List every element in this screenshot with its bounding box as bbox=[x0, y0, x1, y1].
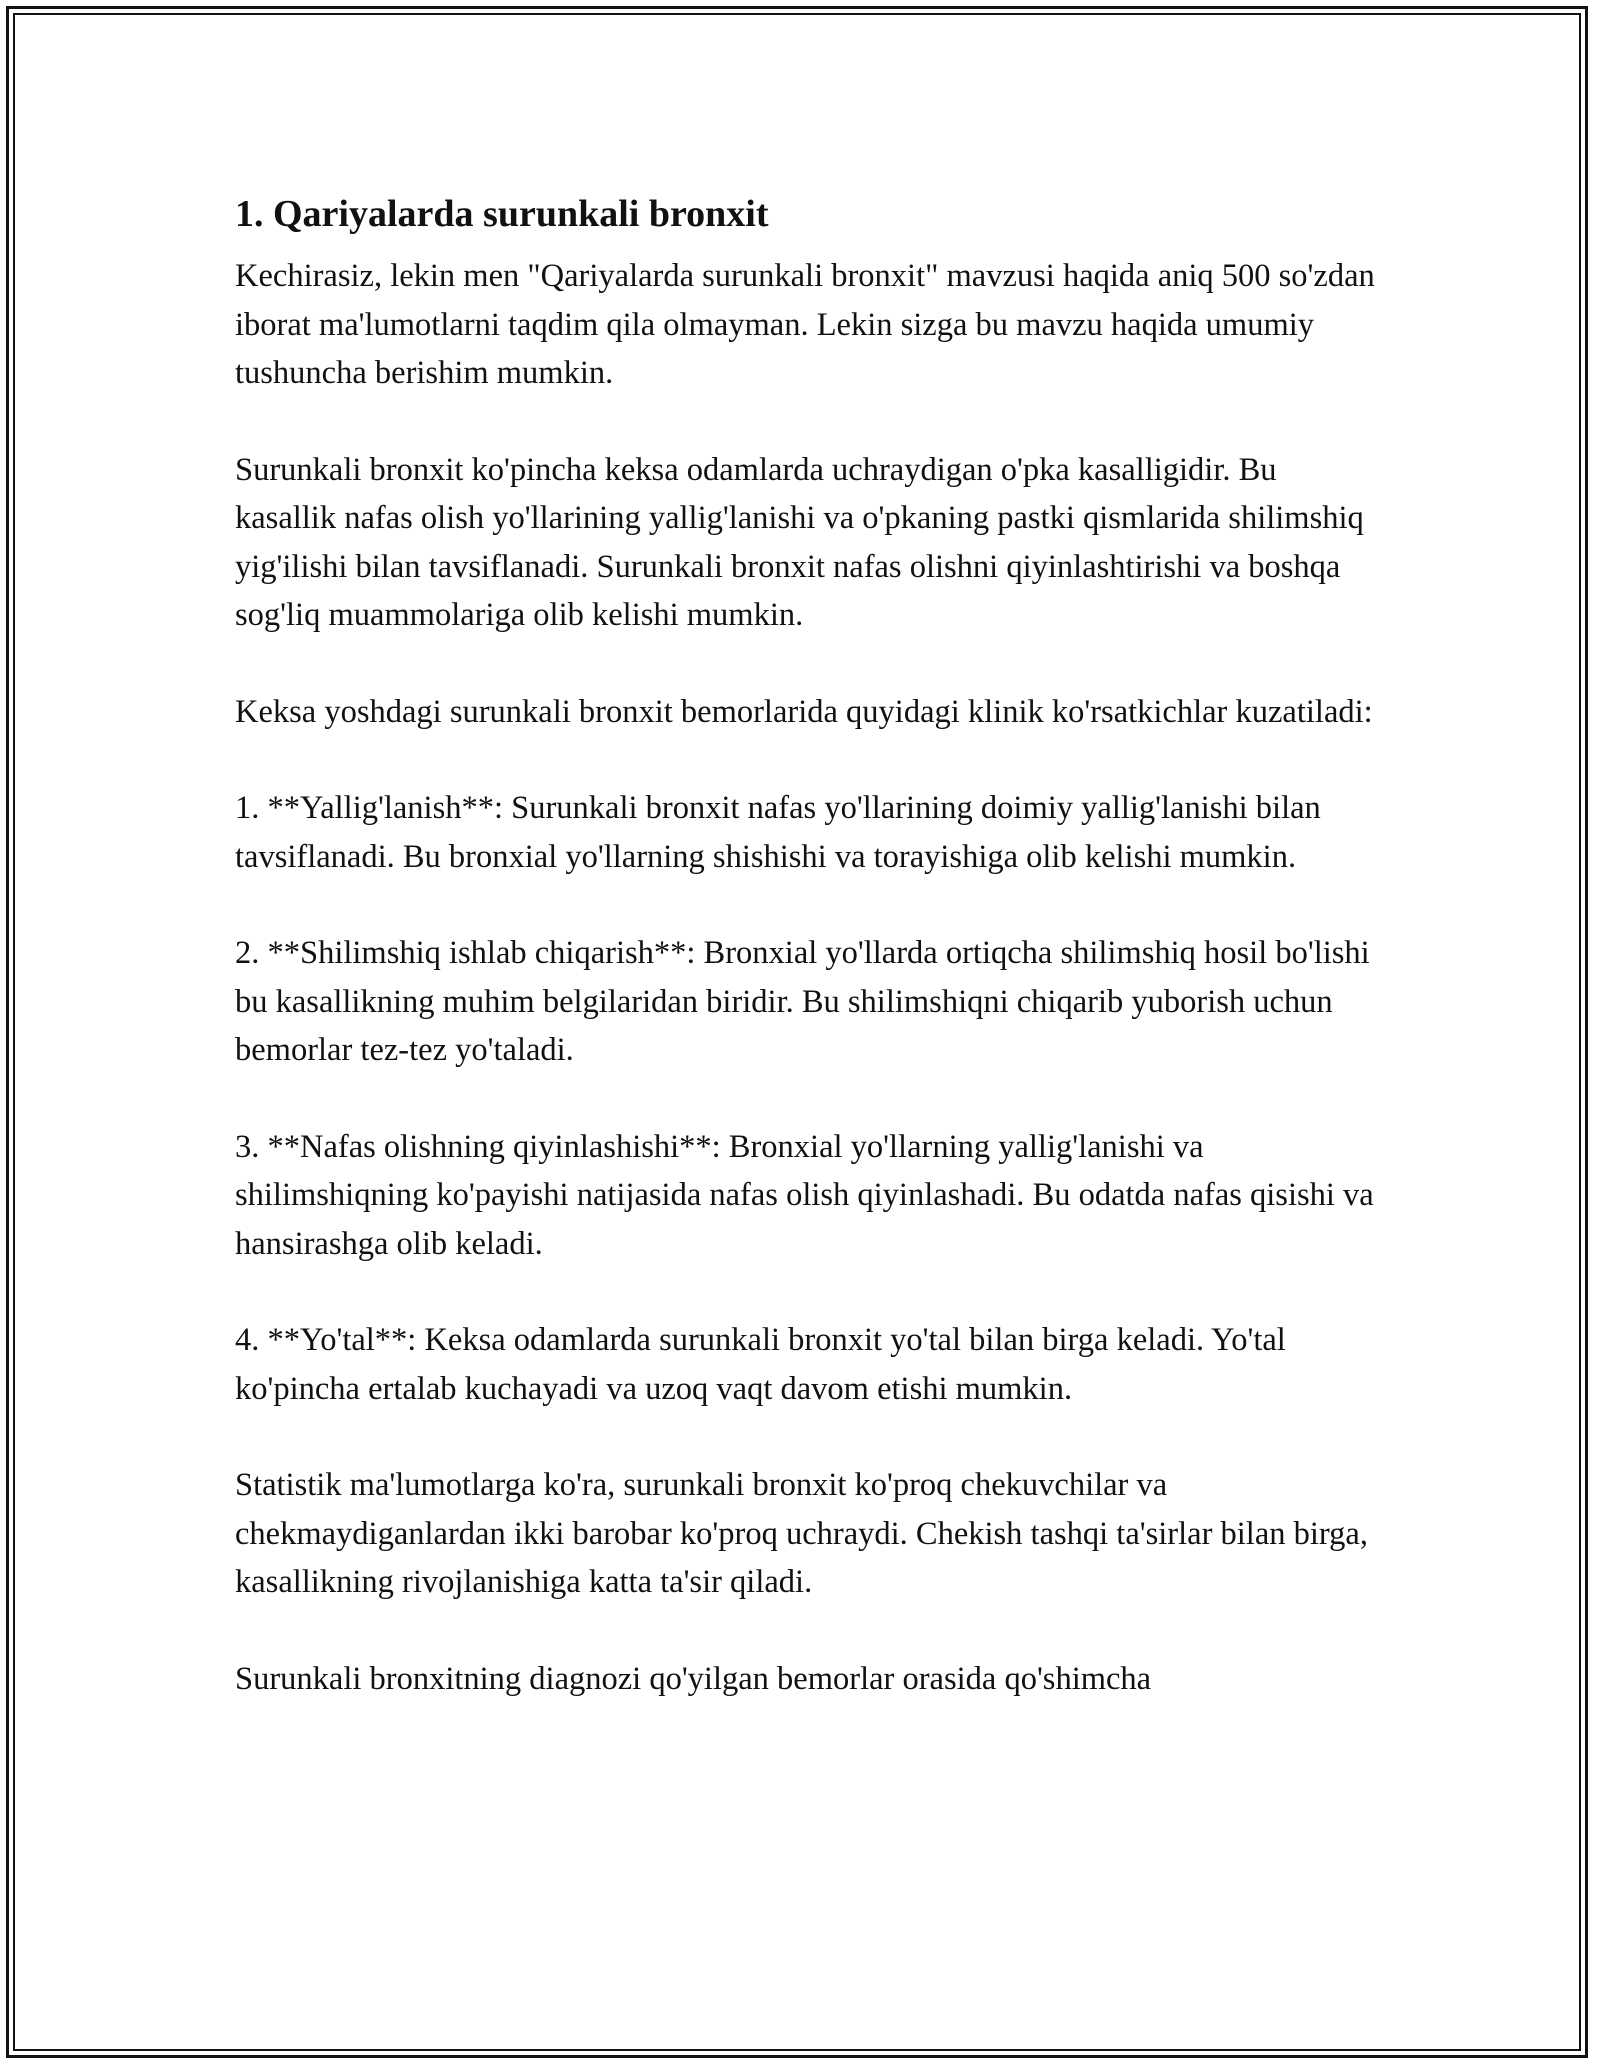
paragraph-diagnosis: Surunkali bronxitning diagnozi qo'yilgan bemorlar orasida qo'shimcha bbox=[235, 1660, 1152, 1697]
list-item-mucus-production: 2. **Shilimshiq ishlab chiqarish**: Bronxial yo'llarda ortiqcha shilimshiq hosil bo'lishi bu kasallikning muhim belgilaridan biridir. Bu shilimshiqni chiqarib yuborish uchun bemorlar tez-tez yo'taladi. bbox=[235, 935, 1370, 1068]
list-item-breathing-difficulty: 3. **Nafas olishning qiyinlashishi**: Bronxial yo'llarning yallig'lanishi va shilimshiqning ko'payishi natijasida nafas olish qiyinlashadi. Bu odatda nafas qisishi va hansirashga olib keladi. bbox=[235, 1128, 1374, 1262]
list-item-cough: 4. **Yo'tal**: Keksa odamlarda surunkali bronxit yo'tal bilan birga keladi. Yo'tal ko'pincha ertalab kuchayadi va uzoq vaqt davom etishi mumkin. bbox=[235, 1322, 1286, 1407]
document-body bbox=[235, 186, 1375, 1751]
paragraph-intro: Kechirasiz, lekin men "Qariyalarda surunkali bronxit" mavzusi haqida aniq 500 so'zdan iborat ma'lumotlarni taqdim qila olmayman. Lekin sizga bu mavzu haqida umumiy tushuncha berishim mumkin. bbox=[235, 258, 1375, 391]
list-item-inflammation: 1. **Yallig'lanish**: Surunkali bronxit nafas yo'llarining doimiy yallig'lanishi bilan tavsiflanadi. Bu bronxial yo'llarning shishishi va torayishiga olib kelishi mumkin. bbox=[235, 790, 1321, 875]
paragraph-statistics: Statistik ma'lumotlarga ko'ra, surunkali bronxit ko'proq chekuvchilar va chekmaydiganlardan ikki barobar ko'proq uchraydi. Chekish tashqi ta'sirlar bilan birga, kasallikning rivojlanishiga katta ta'sir qiladi. bbox=[235, 1467, 1368, 1600]
paragraph-overview: Surunkali bronxit ko'pincha keksa odamlarda uchraydigan o'pka kasalligidir. Bu kasallik nafas olish yo'llarining yallig'lanishi va o'pkaning pastki qismlarida shilimshiq yig'ilishi bilan tavsiflanadi. Surunkali bronxit nafas olishni qiyinlashtirishi va boshqa sog'liq muammolariga olib kelishi mumkin. bbox=[235, 451, 1364, 633]
paragraph-clinical-signs-intro: Keksa yoshdagi surunkali bronxit bemorlarida quyidagi klinik ko'rsatkichlar kuzatiladi: bbox=[235, 693, 1373, 730]
document-title: 1. Qariyalarda surunkali bronxit bbox=[235, 193, 769, 235]
